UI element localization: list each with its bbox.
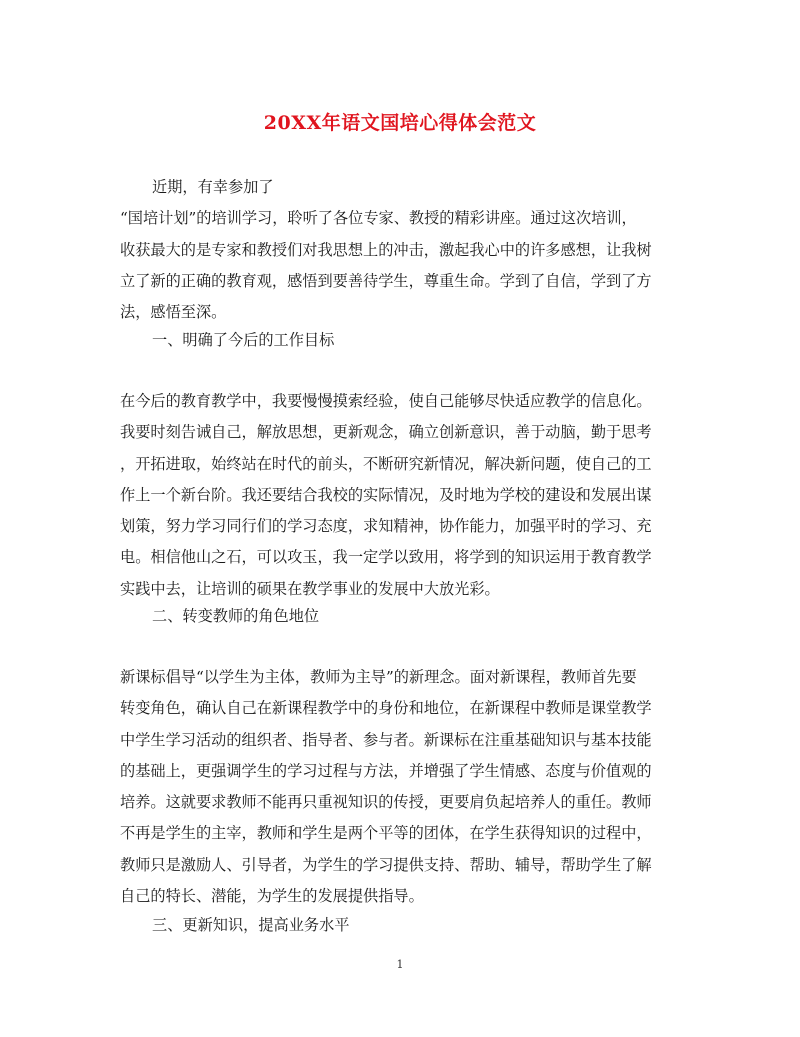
section-1-line: 划策，努力学习同行们的学习态度，求知精神，协作能力，加强平时的学习、充 — [120, 517, 652, 536]
section-1-line: 实践中去，让培训的硕果在教学事业的发展中大放光彩。 — [120, 579, 500, 598]
section-1-paragraph — [120, 386, 680, 605]
section-1-line: 电。相信他山之石，可以攻玉，我一定学以致用，将学到的知识运用于教育教学 — [120, 548, 652, 567]
section-2-line: 新课标倡导“以学生为主体，教师为主导”的新理念。面对新课程，教师首先要 — [120, 668, 637, 686]
section-1-line: 作上一个新台阶。我还要结合我校的实际情况，及时地为学校的建设和发展出谋 — [120, 485, 652, 504]
section-2-line: 不再是学生的主宰，教师和学生是两个平等的团体，在学生获得知识的过程中， — [120, 824, 652, 843]
section-heading-3: 三、更新知识，提高业务水平 — [152, 916, 350, 934]
document-title: 20XX年语文国培心得体会范文 — [263, 112, 537, 134]
section-2-line: 转变角色，确认自己在新课程教学中的身份和地位，在新课程中教师是课堂教学 — [120, 699, 652, 718]
section-heading-1: 一、明确了今后的工作目标 — [152, 331, 335, 349]
section-2-line: 中学生学习活动的组织者、指导者、参与者。新课标在注重基础知识与基本技能 — [120, 730, 652, 749]
intro-line: 近期，有幸参加了 — [152, 178, 274, 196]
section-2-line: 的基础上，更强调学生的学习过程与方法，并增强了学生情感、态度与价值观的 — [120, 761, 652, 780]
section-heading-2: 二、转变教师的角色地位 — [152, 607, 320, 625]
intro-line: “国培计划”的培训学习，聆听了各位专家、教授的精彩讲座。通过这次培训， — [120, 209, 637, 228]
section-2-paragraph — [120, 662, 680, 912]
section-1-line: 在今后的教育教学中，我要慢慢摸索经验，使自己能够尽快适应教学的信息化。 — [120, 392, 652, 410]
intro-line: 收获最大的是专家和教授们对我思想上的冲击，激起我心中的许多感想，让我树 — [120, 240, 652, 259]
intro-line: 法，感悟至深。 — [120, 303, 227, 322]
section-2-line: 自己的特长、潜能，为学生的发展提供指导。 — [120, 887, 424, 906]
section-1-line: 我要时刻告诫自己，解放思想，更新观念，确立创新意识，善于动脑，勤于思考 — [120, 423, 652, 442]
section-1-line: ，开拓进取，始终站在时代的前头，不断研究新情况，解决新问题，使自己的工 — [120, 454, 652, 473]
intro-paragraph — [120, 172, 680, 328]
section-2-line: 教师只是激励人、引导者，为学生的学习提供支持、帮助、辅导，帮助学生了解 — [120, 855, 652, 874]
intro-line: 立了新的正确的教育观，感悟到要善待学生，尊重生命。学到了自信，学到了方 — [120, 271, 652, 290]
section-2-line: 培养。这就要求教师不能再只重视知识的传授，更要肩负起培养人的重任。教师 — [120, 793, 652, 812]
page-number: 1 — [396, 958, 404, 971]
